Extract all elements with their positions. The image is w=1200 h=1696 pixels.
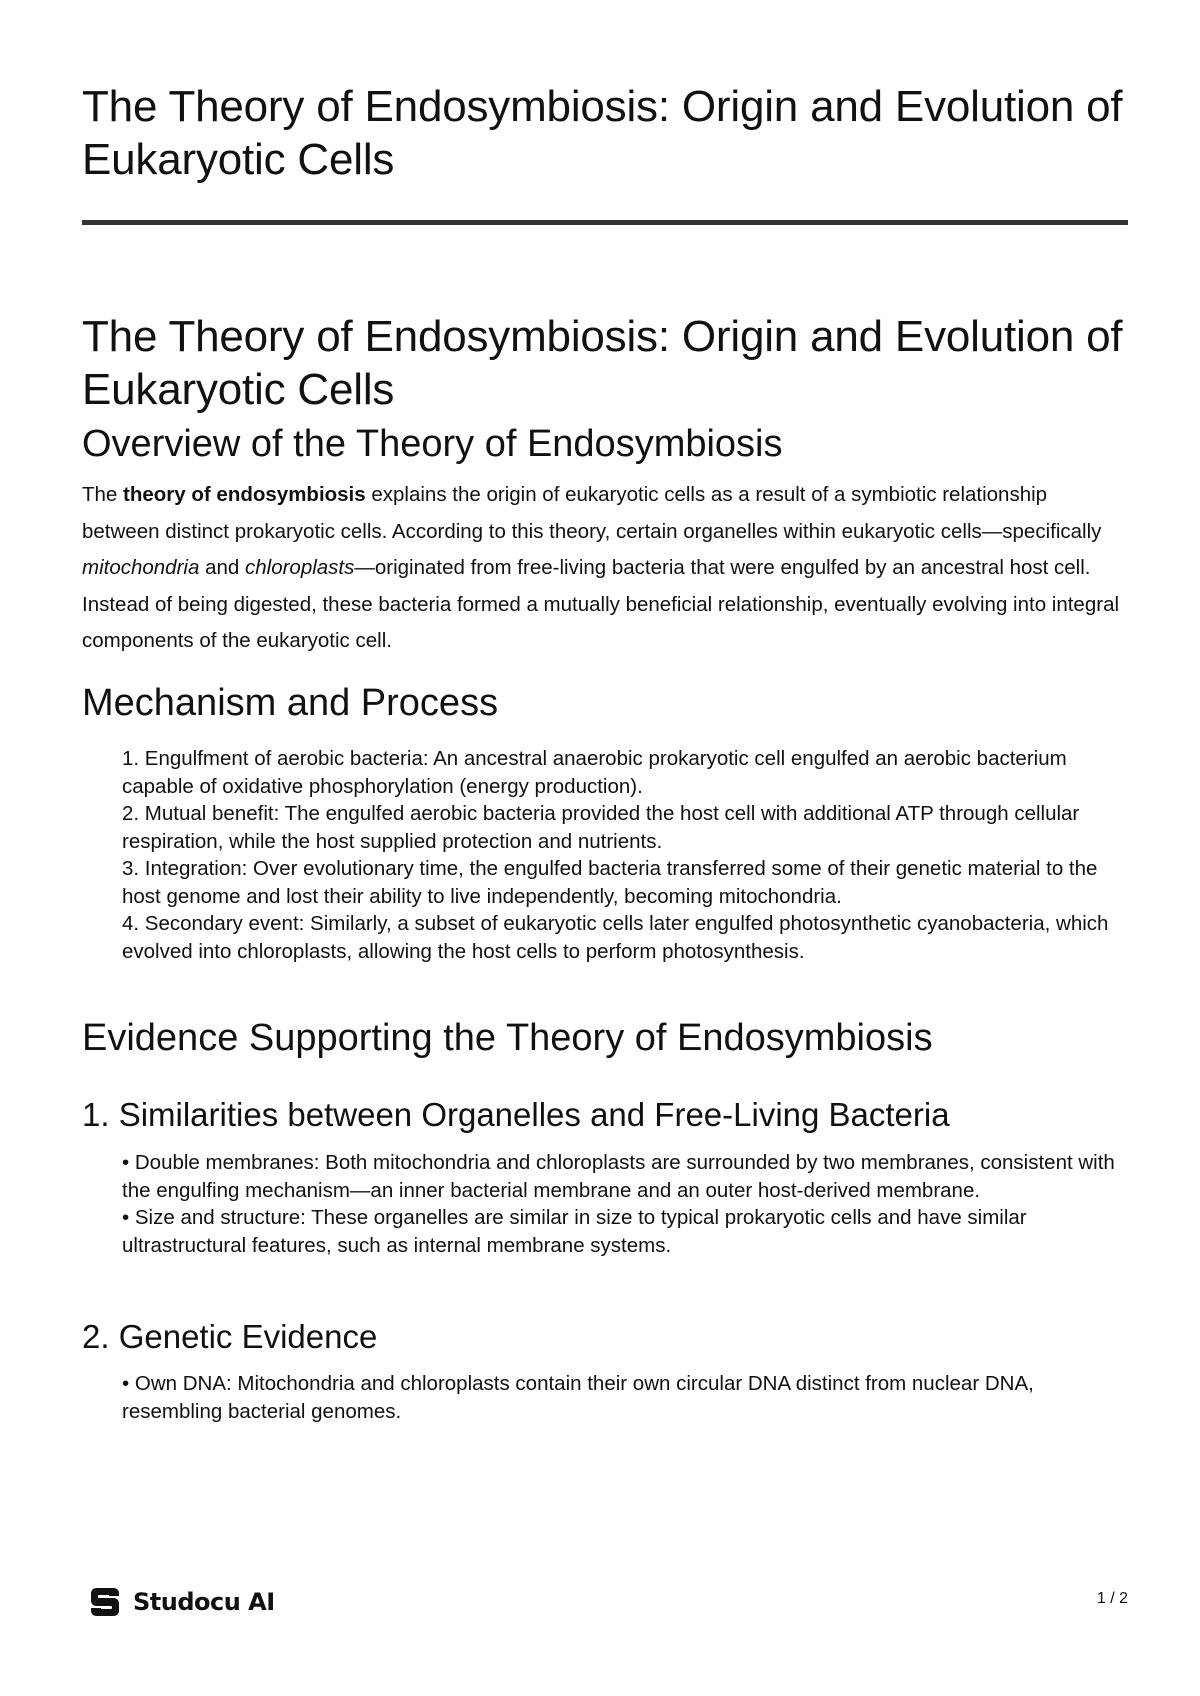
overview-bold-term: theory of endosymbiosis — [123, 483, 366, 506]
overview-text-2: —originated from free-living bacteria that were engulfed by an ancestral host cell. Instead of being digested, these bacteria formed a mutually beneficial relationship, eventually evolving into integral components of the eukaryotic cell. — [82, 556, 1120, 652]
footer-brand[interactable] — [87, 1583, 275, 1621]
overview-paragraph — [82, 477, 1128, 660]
similarities-heading: 1. Similarities between Organelles and Free-Living Bacteria — [82, 1096, 950, 1133]
list-item: • Size and structure: These organelles are similar in size to typical prokaryotic cells and have similar ultrastructural features, such as internal membrane systems. — [122, 1206, 1027, 1257]
list-item: • Own DNA: Mitochondria and chloroplasts contain their own circular DNA distinct from nuclear DNA, resembling bacterial genomes. — [122, 1372, 1034, 1423]
mechanism-list — [122, 745, 1128, 965]
list-item: 1. Engulfment of aerobic bacteria: An ancestral anaerobic prokaryotic cell engulfed an aerobic bacterium capable of oxidative phosphorylation (energy production). — [122, 747, 1067, 798]
list-item: 2. Mutual benefit: The engulfed aerobic bacteria provided the host cell with additional ATP through cellular respiration, while the host supplied protection and nutrients. — [122, 802, 1080, 853]
page-number: 1 / 2 — [1096, 1590, 1128, 1607]
brand-name: Studocu AI — [133, 1588, 275, 1616]
main-heading: The Theory of Endosymbiosis: Origin and Evolution of Eukaryotic Cells — [82, 312, 1123, 414]
overview-text-and: and — [199, 556, 245, 579]
overview-text-1: explains the origin of eukaryotic cells as a result of a symbiotic relationship between distinct prokaryotic cells. According to this theory, certain organelles within eukaryotic cells—specifically — [82, 483, 1102, 543]
list-item: 3. Integration: Over evolutionary time, the engulfed bacteria transferred some of their genetic material to the host genome and lost their ability to live independently, becoming mitochondria. — [122, 857, 1098, 908]
mechanism-heading: Mechanism and Process — [82, 682, 499, 724]
genetic-list — [122, 1370, 1128, 1425]
studocu-logo-icon — [87, 1584, 123, 1620]
document-title: The Theory of Endosymbiosis: Origin and Evolution of Eukaryotic Cells — [82, 82, 1123, 184]
list-item: 4. Secondary event: Similarly, a subset of eukaryotic cells later engulfed photosynthetic cyanobacteria, which evolved into chloroplasts, allowing the host cells to perform photosynthesis. — [122, 912, 1109, 963]
overview-italic-chloroplasts: chloroplasts — [244, 556, 355, 579]
overview-heading: Overview of the Theory of Endosymbiosis — [82, 423, 783, 465]
evidence-heading: Evidence Supporting the Theory of Endosymbiosis — [82, 1017, 933, 1059]
title-divider — [82, 220, 1128, 225]
list-item: • Double membranes: Both mitochondria and chloroplasts are surrounded by two membranes, consistent with the engulfing mechanism—an inner bacterial membrane and an outer host-derived membrane. — [122, 1151, 1115, 1202]
genetic-heading: 2. Genetic Evidence — [82, 1318, 378, 1355]
overview-italic-mitochondria: mitochondria — [82, 556, 200, 579]
overview-text-the: The — [82, 483, 124, 506]
similarities-list — [122, 1149, 1128, 1259]
